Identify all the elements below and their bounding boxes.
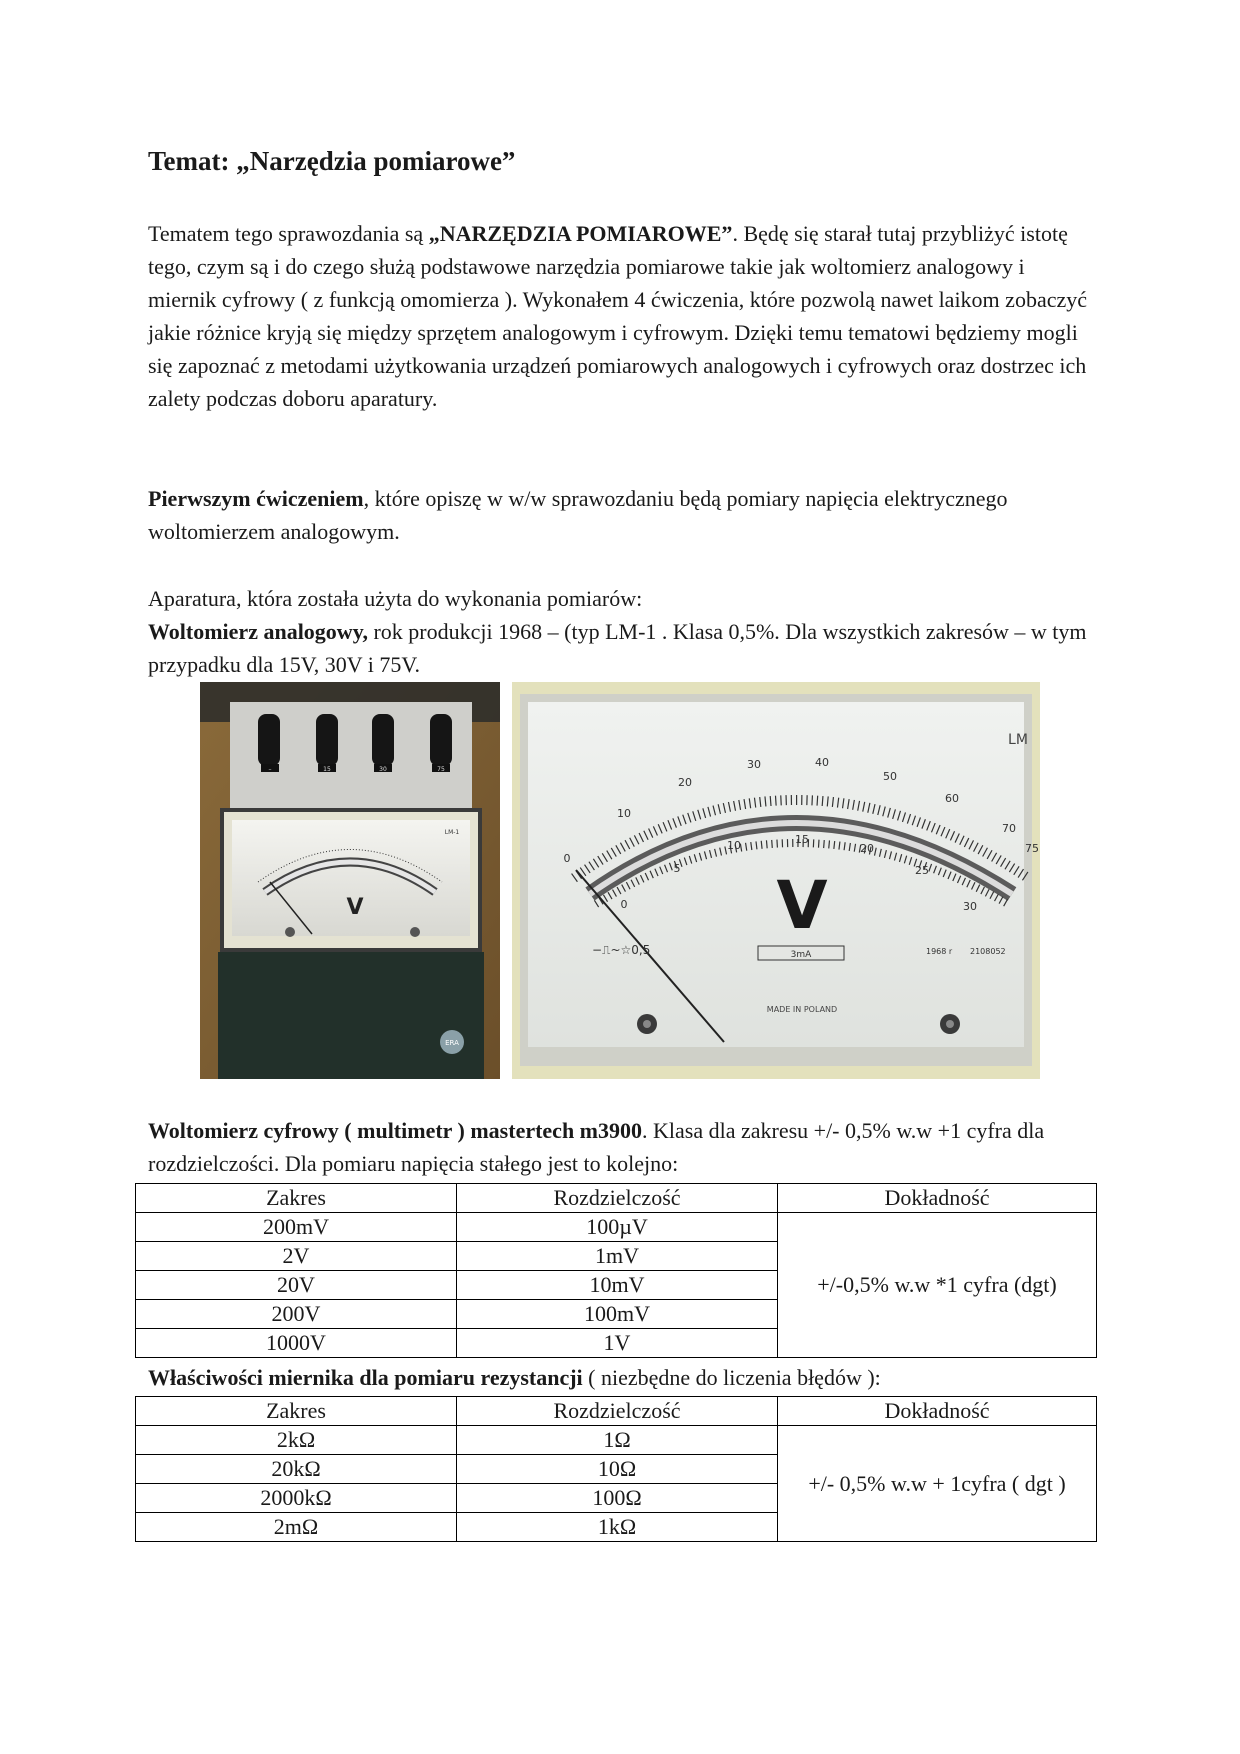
terminal-label-4: 75 xyxy=(437,766,445,773)
document-title: Temat: „Narzędzia pomiarowe” xyxy=(148,146,516,176)
right-face-unit: V xyxy=(776,867,828,944)
lower-scale-15: 15 xyxy=(795,833,809,846)
lower-scale-10: 10 xyxy=(727,839,741,852)
intro-text-1: Tematem tego sprawozdania są xyxy=(148,221,429,246)
lower-scale-5: 5 xyxy=(673,862,681,875)
accuracy-cell: +/- 0,5% w.w + 1cyfra ( dgt ) xyxy=(778,1426,1097,1542)
apparatus-paragraph xyxy=(148,582,1098,681)
intro-paragraph xyxy=(148,217,1098,415)
header-range: Zakres xyxy=(136,1397,457,1426)
range-cell: 20kΩ xyxy=(136,1455,457,1484)
left-face-unit: V xyxy=(346,895,364,920)
terminal-label-3: 30 xyxy=(379,766,387,773)
apparatus-bold: Woltomierz analogowy, xyxy=(148,619,368,644)
accuracy-cell: +/-0,5% w.w *1 cyfra (dgt) xyxy=(778,1213,1097,1358)
lower-scale-25: 25 xyxy=(915,864,929,877)
header-accuracy: Dokładność xyxy=(778,1184,1097,1213)
exercise1-bold: Pierwszym ćwiczeniem xyxy=(148,486,364,511)
voltmeter-photo-dial xyxy=(512,682,1040,1079)
resolution-cell: 1kΩ xyxy=(457,1513,778,1542)
digital-meter-paragraph xyxy=(148,1114,1098,1180)
header-resolution: Rozdzielczość xyxy=(457,1397,778,1426)
lower-scale-0: 0 xyxy=(620,898,628,911)
resolution-cell: 1V xyxy=(457,1329,778,1358)
upper-scale-0: 0 xyxy=(563,852,571,865)
resolution-cell: 10Ω xyxy=(457,1455,778,1484)
upper-scale-60: 60 xyxy=(945,792,959,805)
resolution-cell: 100mV xyxy=(457,1300,778,1329)
voltmeter-photo-full xyxy=(200,682,500,1079)
serial-label: 2108052 xyxy=(970,947,1006,956)
upper-scale-20: 20 xyxy=(678,776,692,789)
upper-scale-40: 40 xyxy=(815,756,829,769)
resolution-cell: 1mV xyxy=(457,1242,778,1271)
range-cell: 2V xyxy=(136,1242,457,1271)
range-cell: 200mV xyxy=(136,1213,457,1242)
apparatus-text: rok produkcji 1968 – (typ LM-1 . Klasa 0,5%. Dla wszystkich zakresów – w tym przypadku dla 15V, 30V i 75V. xyxy=(148,619,1087,677)
upper-scale-10: 10 xyxy=(617,807,631,820)
voltmeter-dial-illustration xyxy=(512,682,1040,1079)
current-label: 3mA xyxy=(790,950,812,960)
range-cell: 2mΩ xyxy=(136,1513,457,1542)
resolution-cell: 10mV xyxy=(457,1271,778,1300)
intro-bold-topic: „NARZĘDZIA POMIAROWE” xyxy=(428,221,733,246)
table-row xyxy=(136,1213,1097,1242)
right-model-label: LM xyxy=(1008,732,1028,748)
range-cell: 200V xyxy=(136,1300,457,1329)
upper-scale-30: 30 xyxy=(747,758,761,771)
range-cell: 20V xyxy=(136,1271,457,1300)
terminal-label-2: 15 xyxy=(323,766,331,773)
table-header-row xyxy=(136,1184,1097,1213)
lower-scale-30: 30 xyxy=(963,900,977,913)
exercise1-text: , które opiszę w w/w sprawozdaniu będą pomiary napięcia elektrycznego woltomierzem analogowym. xyxy=(148,486,1008,544)
voltmeter-full-illustration xyxy=(200,682,500,1079)
resolution-cell: 100Ω xyxy=(457,1484,778,1513)
dial-symbols: −⎍~☆0,5 xyxy=(592,943,651,957)
resistance-text: ( niezbędne do liczenia błędów ): xyxy=(582,1365,881,1390)
header-resolution: Rozdzielczość xyxy=(457,1184,778,1213)
resistance-bold: Właściwości miernika dla pomiaru rezystancji xyxy=(148,1365,583,1390)
table-header-row xyxy=(136,1397,1097,1426)
resolution-cell: 100µV xyxy=(457,1213,778,1242)
range-cell: 1000V xyxy=(136,1329,457,1358)
maker-logo: ERA xyxy=(445,1039,459,1047)
made-in-label: MADE IN POLAND xyxy=(766,1005,838,1014)
header-accuracy: Dokładność xyxy=(778,1397,1097,1426)
resistance-paragraph xyxy=(148,1361,1098,1394)
digital-meter-bold: Woltomierz cyfrowy ( multimetr ) mastertech m3900 xyxy=(148,1118,643,1143)
header-range: Zakres xyxy=(136,1184,457,1213)
apparatus-line-1: Aparatura, która została użyta do wykonania pomiarów: xyxy=(148,586,643,611)
intro-text-2: . Będę się starał tutaj przybliżyć istotę tego, czym są i do czego służą podstawowe narzędzia pomiarowe takie jak woltomierz analogowy i miernik cyfrowy ( z funkcją omomierza ). Wykonałem 4 ćwiczenia, które pozwolą nawet laikom zobaczyć jakie różnice kryją się między sprzętem analogowym i cyfrowym. Dzięki temu tematowi będziemy mogli się zapoznać z metodami użytkowania urządzeń pomiarowych analogowych i cyfrowych oraz dostrzec ich zalety podczas doboru aparatury. xyxy=(148,221,1087,411)
resolution-cell: 1Ω xyxy=(457,1426,778,1455)
voltage-spec-table xyxy=(135,1183,1097,1358)
upper-scale-75: 75 xyxy=(1025,842,1039,855)
table-row xyxy=(136,1426,1097,1455)
upper-scale-70: 70 xyxy=(1002,822,1016,835)
lower-scale-20: 20 xyxy=(860,842,874,855)
resistance-spec-table xyxy=(135,1396,1097,1542)
range-cell: 2kΩ xyxy=(136,1426,457,1455)
upper-scale-50: 50 xyxy=(883,770,897,783)
year-label: 1968 r xyxy=(926,947,953,956)
exercise1-paragraph xyxy=(148,482,1098,548)
range-cell: 2000kΩ xyxy=(136,1484,457,1513)
digital-meter-text: . Klasa dla zakresu +/- 0,5% w.w +1 cyfra dla rozdzielczości. Dla pomiaru napięcia stałego jest to kolejno: xyxy=(148,1118,1045,1176)
terminal-label-1: – xyxy=(268,766,272,773)
left-model-label: LM-1 xyxy=(444,829,460,836)
